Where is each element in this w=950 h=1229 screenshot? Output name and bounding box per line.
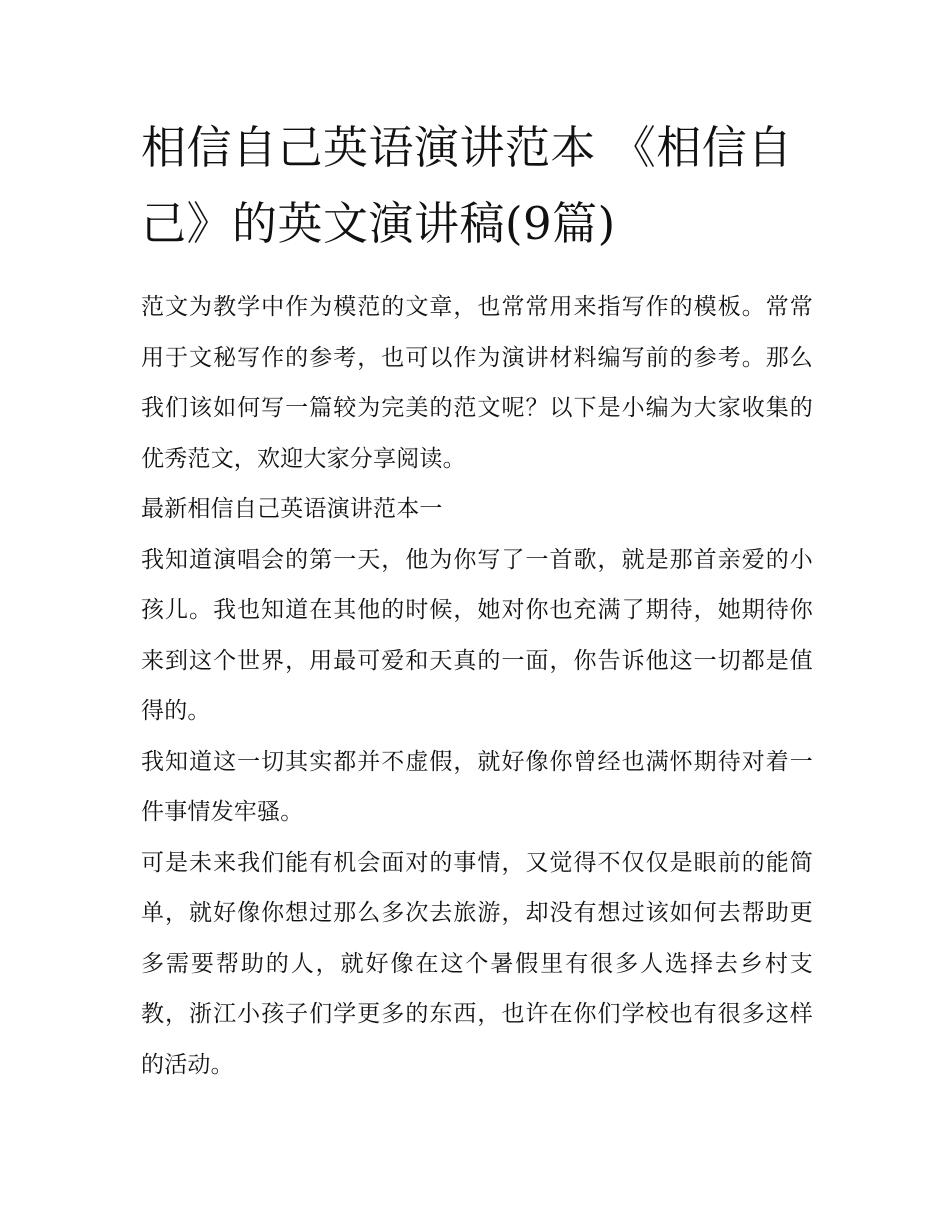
body-paragraph: 可是未来我们能有机会面对的事情，又觉得不仅仅是眼前的能简单，就好像你想过那么多次去旅游，却没有想过该如何去帮助更多需要帮助的人，就好像在这个暑假里有很多人选择去乡村支教，浙江小孩子们学更多的东西，也许在你们学校也有很多这样的活动。 [141,849,813,1078]
intro-paragraph: 范文为教学中作为模范的文章，也常常用来指写作的模板。常常用于文秘写作的参考，也可以作为演讲材料编写前的参考。那么我们该如何写一篇较为完美的范文呢？以下是小编为大家收集的优秀范文，欢迎大家分享阅读。 [141,294,813,472]
document-title: 相信自己英语演讲范本 《相信自己》的英文演讲稿(9篇) [141,121,793,250]
section-heading: 最新相信自己英语演讲范本一 [141,496,443,522]
body-paragraph: 我知道这一切其实都并不虚假，就好像你曾经也满怀期待对着一件事情发牢骚。 [141,748,813,825]
document-body [141,110,813,1090]
body-paragraph: 我知道演唱会的第一天，他为你写了一首歌，就是那首亲爱的小孩儿。我也知道在其他的时候，她对你也充满了期待，她期待你来到这个世界，用最可爱和天真的一面，你告诉他这一切都是值得的。 [141,546,813,724]
